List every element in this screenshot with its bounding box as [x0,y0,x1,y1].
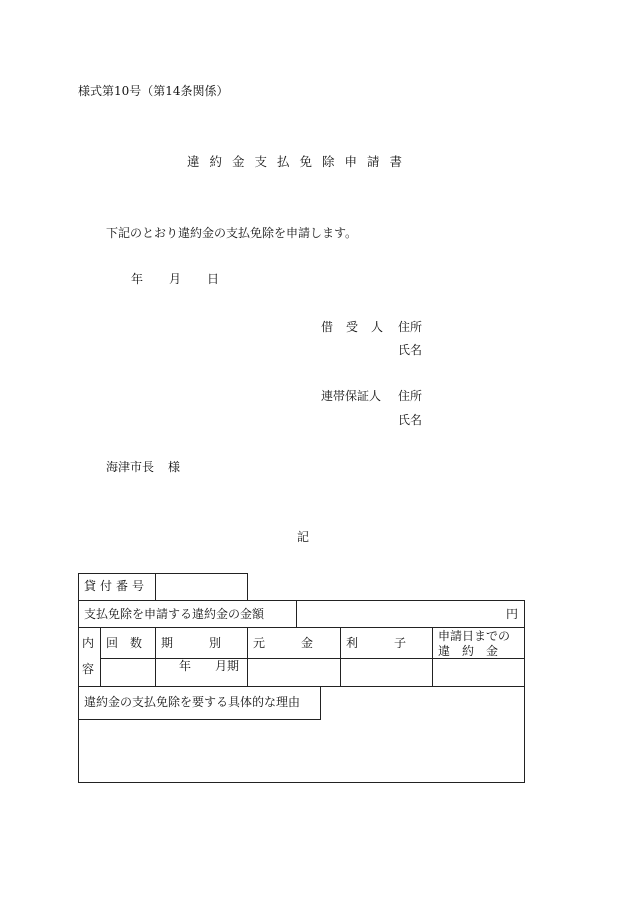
table-line [340,627,341,686]
table-line [78,686,524,687]
table-line [432,627,433,686]
date-day-label: 日 [207,272,220,286]
addressee-honorific: 様 [168,460,181,474]
period-value: 年 月期 [179,659,240,673]
col-period-header: 期 別 [161,636,222,650]
content-label-bottom: 容 [82,662,95,676]
borrower-label: 借受人 [321,320,397,334]
reason-label: 違約金の支払免除を要する具体的な理由 [84,695,301,709]
content-label-top: 内 [82,636,95,650]
borrower-name-label: 氏名 [398,343,423,357]
col-times-header: 回 数 [106,636,143,650]
amount-unit: 円 [506,607,519,621]
table-line [78,782,524,783]
table-line [78,627,524,628]
page-title: 違約金支払免除申請書 [187,154,413,169]
guarantor-name-label: 氏名 [398,413,423,427]
table-line [78,719,321,720]
table-line [296,600,297,627]
loan-number-label: 貸付番号 [84,579,149,593]
table-line [100,658,524,659]
intro-text: 下記のとおり違約金の支払免除を申請します。 [106,226,358,240]
table-line [155,573,156,600]
table-line [524,600,525,783]
table-line [100,627,101,686]
note-heading: 記 [297,530,310,544]
date-month-label: 月 [169,272,182,286]
form-number: 様式第10号（第14条関係） [78,84,229,98]
table-line [78,573,79,783]
amount-label: 支払免除を申請する違約金の金額 [84,607,265,621]
col-interest-header: 利 子 [346,636,407,650]
table-line [78,600,524,601]
guarantor-address-label: 住所 [398,389,423,403]
addressee-name: 海津市長 [106,460,155,474]
guarantor-label: 連帯保証人 [321,389,382,403]
date-year-label: 年 [131,272,144,286]
table-line [247,627,248,686]
borrower-address-label: 住所 [398,320,423,334]
table-line [320,686,321,719]
table-line [78,573,247,574]
table-line [247,573,248,600]
table-line [155,627,156,686]
col-penalty-header-top: 申請日までの [438,629,511,643]
col-penalty-header-bottom: 違 約 金 [438,644,499,658]
col-principal-header: 元 金 [253,636,314,650]
